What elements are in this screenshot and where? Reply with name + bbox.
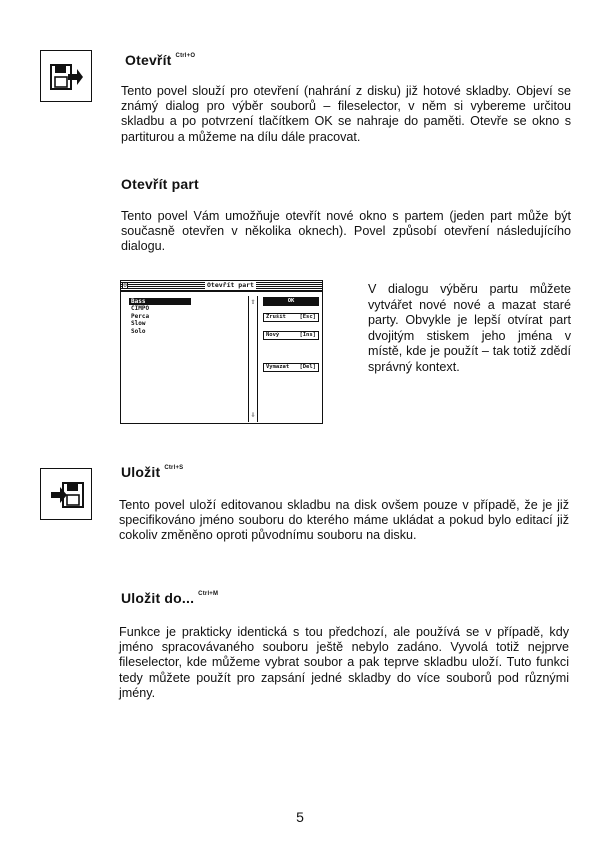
new-part-button[interactable]: Nový [Ins]	[263, 331, 319, 340]
save-file-icon-box	[40, 468, 92, 520]
section-text-open-part: Tento povel Vám umožňuje otevřít nové okno s partem (jeden part může být současně otevřen v několika oknech). Povel způsobí otevření následujícího dialogu.	[121, 209, 571, 254]
section-title-open: Otevřít $^{Ctrl+O}$	[125, 52, 196, 68]
list-item[interactable]: Bass	[129, 298, 191, 305]
list-item[interactable]: Perca	[131, 312, 150, 320]
part-list[interactable]	[129, 298, 248, 422]
list-scrollbar[interactable]	[248, 296, 258, 422]
open-file-icon	[50, 61, 84, 93]
open-file-icon-box	[40, 50, 92, 102]
page-number: 5	[296, 809, 304, 825]
scroll-up-icon[interactable]: ⇧	[250, 300, 256, 306]
delete-part-button[interactable]: Vymazat [Del]	[263, 363, 319, 372]
list-item[interactable]: Solo	[131, 327, 146, 335]
open-part-dialog	[120, 280, 323, 424]
scroll-down-icon[interactable]: ⇩	[250, 413, 256, 419]
ok-button[interactable]: OK	[263, 297, 319, 306]
cancel-button[interactable]: Zrušit [Esc]	[263, 313, 319, 322]
section-title-save-as: Uložit do... $^{Ctrl+M}$	[121, 590, 219, 606]
list-item[interactable]: Slow	[131, 320, 146, 328]
dialog-title: Otevřít part	[207, 281, 254, 289]
list-item[interactable]: CIMPO	[131, 305, 150, 313]
dialog-description: V dialogu výběru partu můžete vytvářet nové nové a mazat staré party. Obvykle je lepší otvírat part dvojitým stiskem jeho jména v místě, kde je použít – tak totiž zdědí správný kontext.	[368, 282, 571, 374]
dialog-close-box[interactable]: 0	[123, 282, 127, 289]
section-text-save: Tento povel uloží editovanou skladbu na disk ovšem pouze v případě, že je již specifikováno jméno souboru do kterého máme ukládat a pokud bylo editací již cokoliv změněno oproti původnímu souboru na disku.	[119, 498, 569, 543]
section-text-save-as: Funkce je prakticky identická s tou předchozí, ale používá se v případě, kdy jméno spracovávaného souboru ještě nebylo zadáno. Vyvolá totiž nejprve fileselector, kde můžeme vybrat soubor a pak teprve skladbu uloží. Tuto funkci tedy můžete použít pro zapsání jedné skladby do více souborů pod různými jmény.	[119, 625, 569, 700]
save-file-icon	[50, 479, 84, 511]
section-title-open-part: Otevřít part	[121, 176, 199, 192]
section-text-open: Tento povel slouží pro otevření (nahrání z disku) již hotové skladby. Objeví se známý dialog pro výběr souborů – fileselector, v něm si vybereme určitou skladbu a po potvrzení tlačítkem OK se nahraje do paměti. Otevře se okno s partiturou a můžeme na dílu dále pracovat.	[121, 84, 571, 144]
section-title-save: Uložit $^{Ctrl+S}$	[121, 464, 184, 480]
